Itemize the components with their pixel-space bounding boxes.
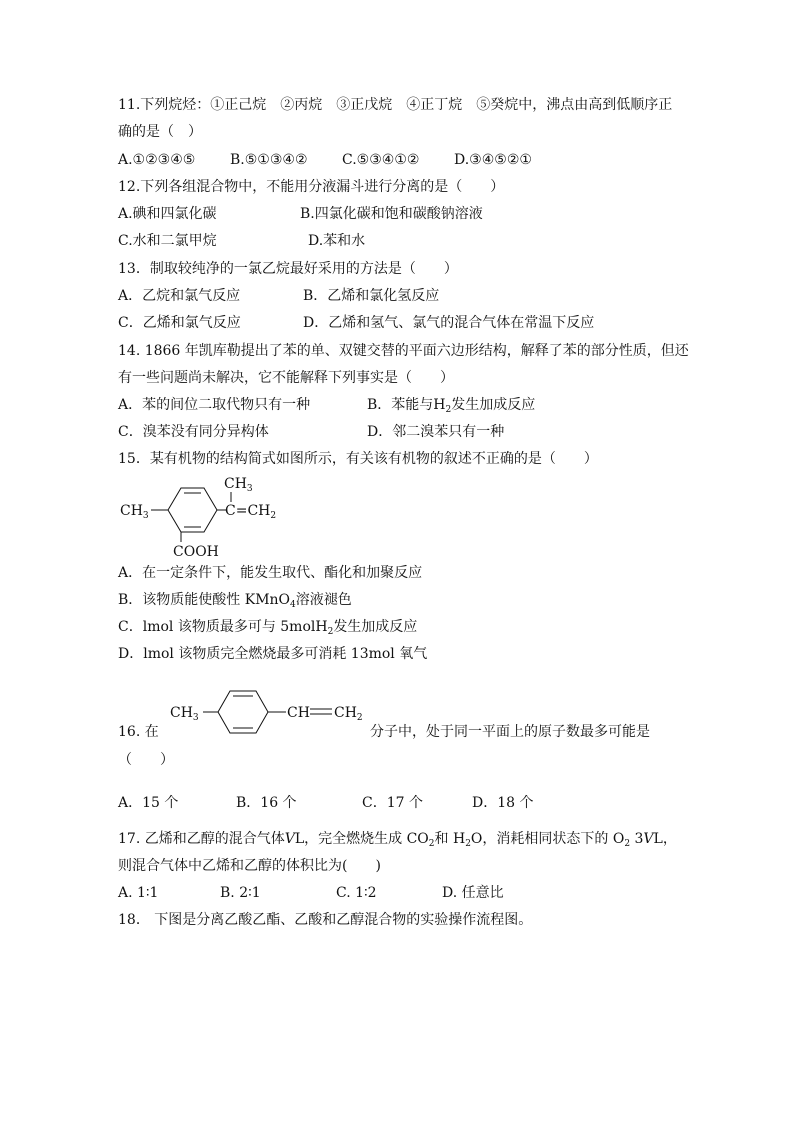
q11-stem-line2: 确的是（ ） bbox=[118, 124, 202, 140]
q17-text-f: L， bbox=[653, 831, 677, 847]
q17-stem-line2: 则混合气体中乙烯和乙醇的体积比为( ) bbox=[118, 858, 381, 874]
q11-option-b: B.⑤①③④② bbox=[230, 152, 308, 168]
q17-v1: V bbox=[284, 831, 295, 847]
q17-sub-o2: 2 bbox=[624, 839, 631, 849]
q14-option-c: C．溴苯没有同分异构体 bbox=[118, 424, 269, 440]
q15-ch3-top: $CH_3$ bbox=[224, 476, 253, 494]
q17-text-a: 17. 乙烯和乙醇的混合气体 bbox=[118, 831, 285, 847]
q15-option-c-text2: 发生加成反应 bbox=[333, 619, 418, 635]
q11-option-c: C.⑤③④①② bbox=[342, 152, 420, 168]
q16-vinyl-ch2: $CH_2$ bbox=[334, 705, 363, 723]
q15-molecule bbox=[118, 472, 288, 562]
q12-option-b: B.四氯化碳和饱和碳酸钠溶液 bbox=[300, 206, 483, 222]
q15-option-d: D．lmol 该物质完全燃烧最多可消耗 13mol 氧气 bbox=[118, 646, 428, 662]
q11-option-a: A.①②③④⑤ bbox=[118, 152, 196, 168]
q13-option-c: C．乙烯和氯气反应 bbox=[118, 315, 241, 331]
q15-option-a: A．在一定条件下，能发生取代、酯化和加聚反应 bbox=[118, 565, 423, 581]
q15-vinyl: $C=CH_2$ bbox=[225, 503, 277, 521]
q18-stem: 18． 下图是分离乙酸乙酯、乙酸和乙醇混合物的实验操作流程图。 bbox=[118, 912, 533, 928]
q13-option-b: B．乙烯和氯化氢反应 bbox=[303, 288, 440, 304]
q16-ch3: $CH_3$ bbox=[170, 705, 199, 723]
q16-molecule bbox=[166, 686, 376, 738]
q17-text-d: O，消耗相同状态下的 O bbox=[470, 831, 625, 847]
q16-vinyl-ch: CH bbox=[287, 705, 310, 721]
q16-suffix: 分子中，处于同一平面上的原子数最多可能是 bbox=[370, 724, 650, 740]
q12-stem: 12.下列各组混合物中，不能用分液漏斗进行分离的是（ ） bbox=[118, 179, 505, 195]
q16-option-b: B．16 个 bbox=[236, 795, 297, 811]
q15-option-c-text: C．lmol 该物质最多可与 5molH bbox=[118, 619, 328, 635]
q14-option-b bbox=[367, 395, 535, 415]
q11-option-d: D.③④⑤②① bbox=[454, 152, 532, 168]
q14-option-b-text: B．苯能与H bbox=[367, 397, 446, 413]
q16-option-c: C．17 个 bbox=[362, 795, 423, 811]
q13-option-a: A．乙烷和氯气反应 bbox=[118, 288, 241, 304]
q17-text-c: 和 H bbox=[434, 831, 466, 847]
q11-stem-line1: 11.下列烷烃：①正己烷 ②丙烷 ③正戊烷 ④正丁烷 ⑤癸烷中，沸点由高到低顺序正 bbox=[118, 97, 673, 113]
q17-option-a: A. 1∶1 bbox=[118, 885, 159, 901]
q12-option-a: A.碘和四氯化碳 bbox=[118, 206, 217, 222]
q14-option-a: A．苯的间位二取代物只有一种 bbox=[118, 397, 311, 413]
q15-option-b-sub: 4 bbox=[290, 600, 296, 610]
q17-v2: V bbox=[643, 831, 654, 847]
q16-option-d: D．18 个 bbox=[472, 795, 534, 811]
q13-option-d: D．乙烯和氢气、氯气的混合气体在常温下反应 bbox=[303, 315, 595, 331]
q15-option-c-sub: 2 bbox=[327, 627, 334, 637]
q15-ch3-left: $CH_3$ bbox=[120, 503, 149, 521]
q14-stem-line2: 有一些问题尚未解决，它不能解释下列事实是（ ） bbox=[118, 370, 454, 386]
q16-prefix: 16. 在 bbox=[118, 724, 159, 740]
q12-option-d: D.苯和水 bbox=[308, 233, 366, 249]
q17-option-b: B. 2∶1 bbox=[220, 885, 261, 901]
q15-stem: 15．某有机物的结构简式如图所示，有关该有机物的叙述不正确的是（ ） bbox=[118, 451, 598, 467]
q17-option-d: D. 任意比 bbox=[442, 885, 504, 901]
q12-option-c: C.水和二氯甲烷 bbox=[118, 233, 217, 249]
q17-sub-co2: 2 bbox=[428, 839, 435, 849]
q15-option-b-text: B．该物质能使酸性 KMnO bbox=[118, 592, 291, 608]
q17-stem-line1 bbox=[118, 829, 677, 849]
q15-cooh: COOH bbox=[173, 544, 219, 560]
q14-stem-line1: 14. 1866 年凯库勒提出了苯的单、双键交替的平面六边形结构，解释了苯的部分性质，但还 bbox=[118, 343, 689, 359]
q14-option-b-text2: 发生加成反应 bbox=[451, 397, 536, 413]
q16-option-a: A．15 个 bbox=[118, 795, 179, 811]
q17-option-c: C. 1∶2 bbox=[336, 885, 377, 901]
q14-option-b-sub: 2 bbox=[445, 405, 452, 415]
q14-option-d: D．邻二溴苯只有一种 bbox=[367, 424, 505, 440]
q17-sub-h2o: 2 bbox=[465, 839, 471, 849]
q17-text-e: 3 bbox=[630, 831, 644, 847]
q16-paren: （ ） bbox=[118, 752, 174, 768]
q13-stem: 13．制取较纯净的一氯乙烷最好采用的方法是（ ） bbox=[118, 261, 458, 277]
q15-option-c bbox=[118, 617, 417, 637]
q15-option-b bbox=[118, 590, 352, 610]
q15-option-b-text2: 溶液褪色 bbox=[295, 592, 352, 608]
q17-text-b: L，完全燃烧生成 CO bbox=[294, 831, 429, 847]
